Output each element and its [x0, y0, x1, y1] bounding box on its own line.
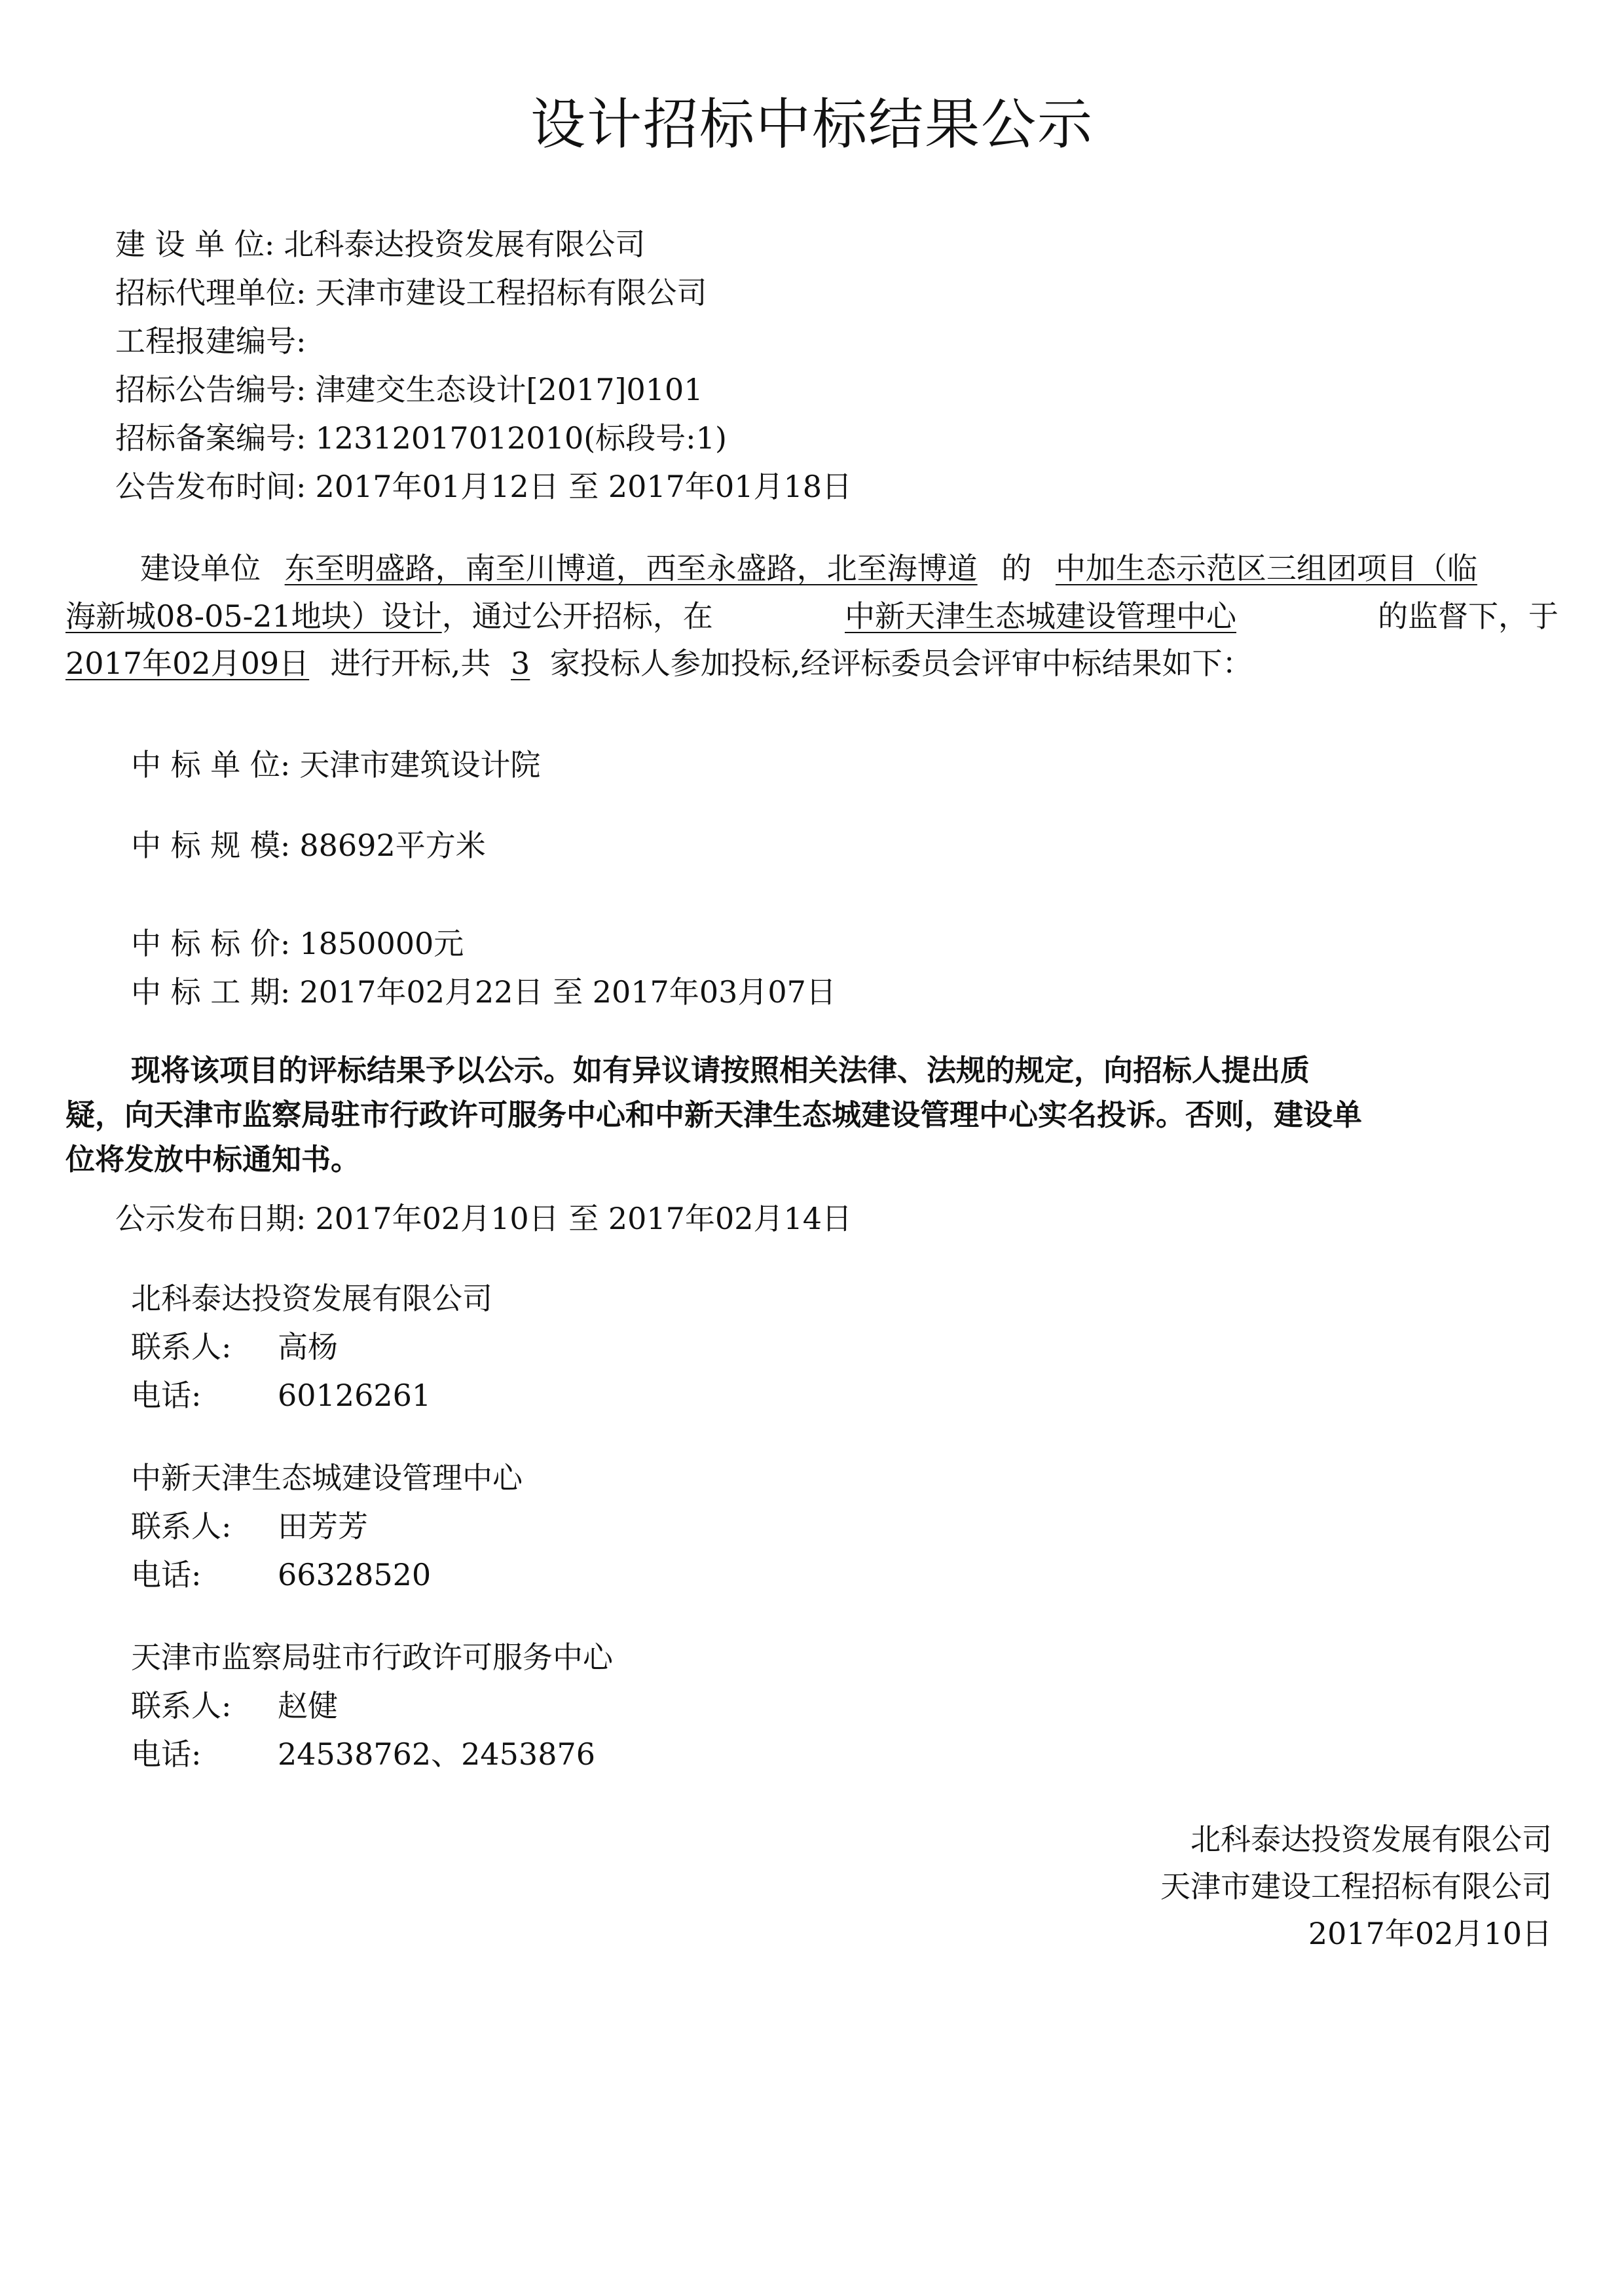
- field-agency: [115, 275, 707, 310]
- contact-person: 田芳芳: [278, 1509, 368, 1544]
- contact-phone-row: [131, 1736, 595, 1772]
- field-notice-time: [115, 471, 852, 502]
- bidder-count: 3: [511, 646, 530, 681]
- signature-org-1: 北科泰达投资发展有限公司: [1190, 1822, 1552, 1857]
- field-label: 招标备案编号:: [115, 420, 306, 456]
- field-label: 招标公告编号:: [115, 372, 306, 407]
- intro-text: 的: [1001, 551, 1032, 586]
- project-name: 中加生态示范区三组团项目（临: [1055, 551, 1477, 586]
- field-value: 1850000元: [299, 926, 464, 961]
- supervisor-org: 中新天津生态城建设管理中心: [845, 598, 1236, 634]
- field-label: 建 设 单 位:: [115, 227, 275, 262]
- signature-date: 2017年02月10日: [1308, 1916, 1552, 1951]
- intro-line-2: [65, 598, 1559, 634]
- contact-person-row: [131, 1509, 368, 1544]
- field-label: 公告发布时间:: [115, 469, 306, 504]
- contact-person-label: 联系人:: [131, 1688, 232, 1723]
- contact-phone: 24538762、2453876: [278, 1736, 595, 1772]
- contact-person: 高杨: [278, 1329, 338, 1365]
- intro-line-1: [140, 551, 1477, 586]
- open-date: 2017年02月09日: [65, 646, 310, 681]
- contact-person-label: 联系人:: [131, 1509, 232, 1544]
- project-name-cont: 海新城08-05-21地块）设计: [65, 598, 442, 634]
- field-label: 工程报建编号:: [115, 323, 306, 359]
- intro-text: 进行开标,共: [330, 646, 491, 681]
- field-record-number: [115, 420, 727, 456]
- intro-text: 建设单位: [140, 551, 261, 586]
- contact-org: 中新天津生态城建设管理中心: [131, 1460, 523, 1496]
- contact-person-label: 联系人:: [131, 1329, 232, 1365]
- field-label: 招标代理单位:: [115, 275, 306, 310]
- result-scale: [131, 828, 486, 863]
- field-value: 津建交生态设计[2017]0101: [315, 372, 703, 407]
- contact-person-row: [131, 1688, 338, 1723]
- result-duration: [131, 974, 836, 1010]
- notice-line-2: 疑，向天津市监察局驻市行政许可服务中心和中新天津生态城建设管理中心实名投诉。否则，建设单: [65, 1097, 1363, 1132]
- field-value: 天津市建设工程招标有限公司: [315, 275, 707, 310]
- field-value: 2017年02月22日 至 2017年03月07日: [299, 974, 836, 1010]
- contact-org: 天津市监察局驻市行政许可服务中心: [131, 1640, 613, 1675]
- contact-person-row: [131, 1329, 338, 1365]
- field-value: 88692平方米: [299, 828, 486, 863]
- project-location: 东至明盛路，南至川博道，西至永盛路，北至海博道: [284, 551, 978, 586]
- contact-org: 北科泰达投资发展有限公司: [131, 1281, 492, 1316]
- publish-date: [115, 1203, 852, 1234]
- intro-text: 家投标人参加投标,经评标委员会评审中标结果如下：: [549, 646, 1253, 681]
- field-value: 2017年02月10日 至 2017年02月14日: [315, 1201, 853, 1236]
- field-project-code: [115, 323, 316, 359]
- field-value: 天津市建筑设计院: [299, 747, 541, 782]
- intro-line-3: [65, 646, 1253, 681]
- field-label: 中 标 规 模:: [131, 828, 291, 863]
- notice-line-1: 现将该项目的评标结果予以公示。如有异议请按照相关法律、法规的规定，向招标人提出质: [131, 1053, 1310, 1088]
- field-label: 中 标 工 期:: [131, 974, 291, 1010]
- field-builder: [115, 227, 646, 262]
- page-title: 设计招标中标结果公示: [530, 92, 1094, 156]
- signature-org-2: 天津市建设工程招标有限公司: [1160, 1869, 1552, 1904]
- intro-text: 的监督下，于: [1378, 598, 1559, 634]
- field-value: 12312017012010(标段号:1): [315, 420, 727, 456]
- field-value: 2017年01月12日 至 2017年01月18日: [315, 469, 853, 504]
- contact-phone-label: 电话:: [131, 1557, 202, 1592]
- contact-phone-label: 电话:: [131, 1736, 202, 1772]
- contact-person: 赵健: [278, 1688, 338, 1723]
- contact-phone: 60126261: [278, 1378, 432, 1413]
- result-price: [131, 928, 464, 959]
- contact-phone-row: [131, 1378, 432, 1413]
- notice-line-3: 位将发放中标通知书。: [65, 1142, 361, 1177]
- contact-phone-label: 电话:: [131, 1378, 202, 1413]
- result-winner: [131, 747, 541, 782]
- contact-phone: 66328520: [278, 1557, 432, 1592]
- intro-text: ，通过公开招标，在: [441, 598, 713, 634]
- contact-phone-row: [131, 1557, 432, 1592]
- field-label: 公示发布日期:: [115, 1201, 306, 1236]
- field-label: 中 标 标 价:: [131, 926, 291, 961]
- field-value: 北科泰达投资发展有限公司: [284, 227, 646, 262]
- field-label: 中 标 单 位:: [131, 747, 291, 782]
- field-notice-number: [115, 372, 703, 407]
